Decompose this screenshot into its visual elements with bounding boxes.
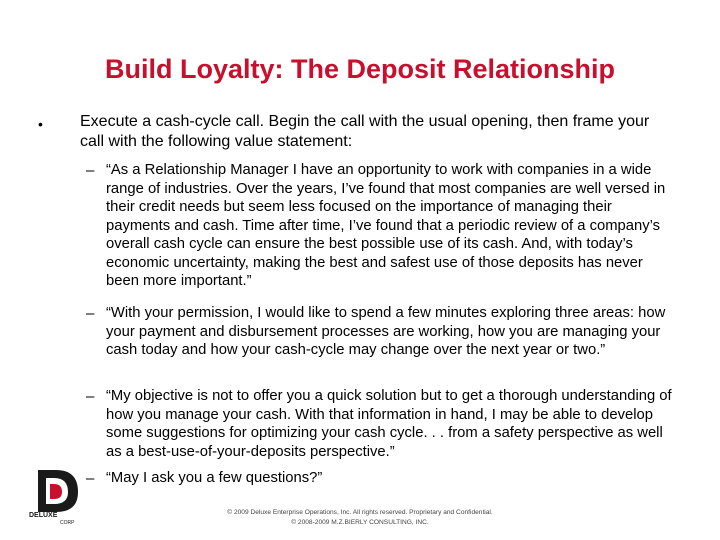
logo-text: DELUXE bbox=[29, 512, 58, 519]
deluxe-logo bbox=[26, 466, 86, 526]
sub-bullet-dash: – bbox=[86, 470, 95, 487]
footer bbox=[190, 508, 530, 528]
logo-subtext: CORP bbox=[60, 520, 75, 526]
bullet-marker: • bbox=[38, 116, 43, 132]
sub-bullet-question: “May I ask you a few questions?” bbox=[106, 470, 323, 486]
sub-bullet-objective: “My objective is not to offer you a quick solution but to get a thorough understanding of how you manage your cash. With that information in hand, I may be able to develop some suggestions for optimizing your cash cycle. . . from a safety perspective as well as a best-use-of-your-deposits perspective.” bbox=[106, 388, 672, 460]
sub-bullet-dash: – bbox=[86, 388, 95, 405]
sub-bullet-value-statement: “As a Relationship Manager I have an opportunity to work with companies in a wide range of industries. Over the years, I’ve found that most companies are well versed in their credit needs but seem less focused on the importance of managing their payments and cash. Time after time, I’ve found that a periodic review of a company’s overall cash cycle can ensure the best possible use of its cash. And, with today’s economic uncertainty, making the best and safest use of those deposits has never been more important.” bbox=[106, 162, 666, 289]
sub-bullet-permission: “With your permission, I would like to spend a few minutes exploring three areas: how your payment and disbursement processes are working, how you are managing your cash today and how your cash-cycle may change over the next year or two.” bbox=[106, 305, 666, 358]
slide-title: Build Loyalty: The Deposit Relationship bbox=[104, 54, 616, 84]
main-bullet-text: Execute a cash-cycle call. Begin the call with the usual opening, then frame your call with the following value statement: bbox=[80, 113, 650, 150]
footer-copyright: © 2009 Deluxe Enterprise Operations, Inc. All rights reserved. Proprietary and Confidential. bbox=[227, 509, 493, 516]
sub-bullet-dash: – bbox=[86, 305, 95, 322]
sub-bullet-dash: – bbox=[86, 162, 95, 179]
footer-consulting-copyright: © 2008-2009 M.Z.BIERLY CONSULTING, INC. bbox=[291, 519, 429, 526]
